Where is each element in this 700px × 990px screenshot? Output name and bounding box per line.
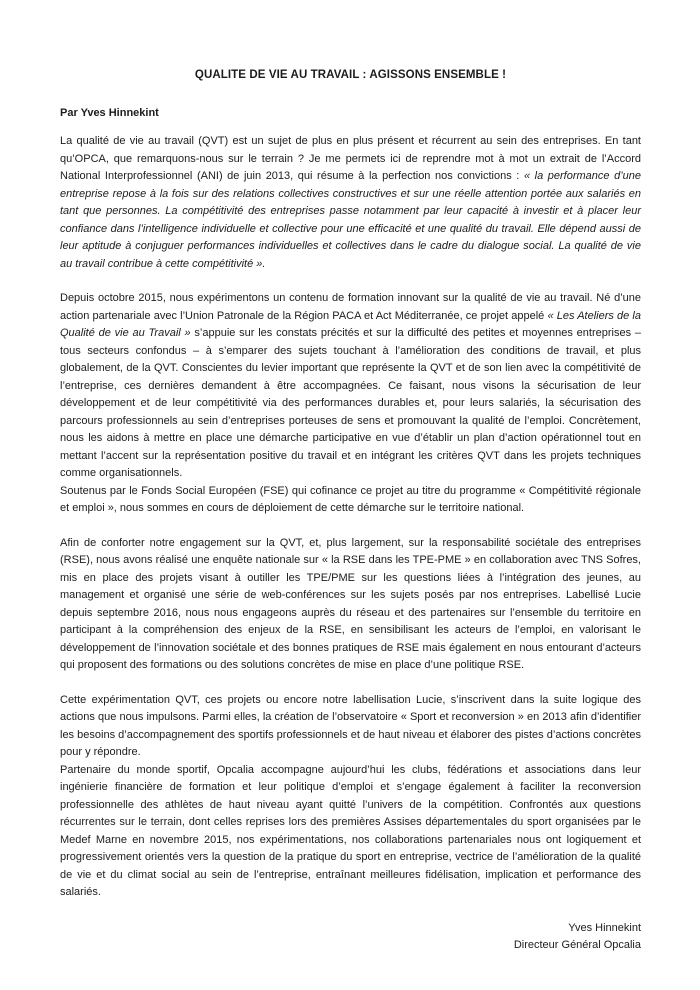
quoted-italic-text: « Les Ateliers de la Qualité de vie au Travail » [60, 309, 641, 339]
byline: Par Yves Hinnekint [60, 106, 159, 119]
body-text: s’appuie sur les constats précités et sur la difficulté des petites et moyennes entreprises – tous secteurs confondus – à s’emparer des sujets touchant à l’amélioration des conditions de travail, et plus globalement, de la QVT. Conscientes du levier important que représente la QVT et de son lien avec la compétitivité de l’entreprise, ces dernières demandent à être accompagnées. Ce faisant, nous visons la sécurisation de leur développement et de leur compétitivité via des performances durables et, pour leurs salariés, la sécurisation des parcours professionnels au sein d’entreprises porteuses de sens et promouvant la qualité de l’emploi. Concrètement, nous les aidons à mettre en place une démarche participative en vue d’établir un plan d’action opérationnel tout en mettant l’accent sur la représentation positive du travail et en intégrant les critères QVT dans les projets techniques comme organisationnels. Soutenus par le Fonds Social Européen (FSE) qui cofinance ce projet au titre du programme « Compétitivité régionale et emploi », nous sommes en cours de déploiement de cette démarche sur le territoire national. [60, 327, 641, 514]
document-body [60, 133, 641, 902]
quoted-italic-text: « la performance d’une entreprise repose à la fois sur des relations collectives constructives et sur une réelle attention portée aux salariés en tant que personnes. La compétitivité des entreprises passe notamment par leur capacité à investir et à placer leur confiance dans l’intelligence individuelle et collective pour une efficacité et une qualité du travail. Elle dépend aussi de leur aptitude à conjuguer performances individuelles et collectives dans le cadre du dialogue social. La qualité de vie au travail contribue à cette compétitivité ». [60, 170, 642, 270]
body-text: Afin de conforter notre engagement sur la QVT, et, plus largement, sur la responsabilité sociétale des entreprises (RSE), nous avons réalisé une enquête nationale sur « la RSE dans les TPE-PME » en collaboration avec TNS Sofres, mis en place des projets visant à outiller les TPE/PME sur les questions liées à l’intégration des jeunes, au management et organisé une série de web-conférences sur les sujets posés par nos entreprises. Labellisé Lucie depuis septembre 2016, nous nous engageons auprès du réseau et des partenaires sur l’ensemble du territoire en participant à la compréhension des enjeux de la RSE, en sensibilisant les acteurs de l’emploi, en valorisant le développement de l’innovation sociétale et des bonnes pratiques de RSE mais également en nous entourant d’acteurs qui proposent des formations ou des solutions concrètes de mise en place d’une politique RSE. [60, 536, 641, 671]
paragraph [60, 692, 641, 902]
signature-name: Yves Hinnekint [568, 921, 641, 934]
paragraph [60, 535, 641, 675]
signature-title: Directeur Général Opcalia [513, 939, 641, 951]
paragraph [60, 290, 641, 518]
paragraph [60, 133, 641, 273]
signature-block [60, 920, 641, 955]
body-text: La qualité de vie au travail (QVT) est un sujet de plus en plus présent et récurrent au sein des entreprises. En tant qu’OPCA, que remarquons-nous sur le terrain ? Je me permets ici de reprendre mot à mot un extrait de l’Accord National Interprofessionnel (ANI) de juin 2013, qui résume à la perfection nos convictions : [60, 135, 641, 182]
page-title: QUALITE DE VIE AU TRAVAIL : AGISSONS ENSEMBLE ! [194, 69, 507, 81]
body-text: Depuis octobre 2015, nous expérimentons un contenu de formation innovant sur la qualité de vie au travail. Né d’une action partenariale avec l’Union Patronale de la Région PACA et Act Méditerranée, ce projet appelé [60, 292, 641, 322]
body-text: Cette expérimentation QVT, ces projets ou encore notre labellisation Lucie, s’inscrivent dans la suite logique des actions que nous impulsons. Parmi elles, la création de l’observatoire « Sport et reconversion » en 2013 afin d’identifier les besoins d’accompagnement des sportifs professionnels et de haut niveau et élaborer des pistes d’actions concrètes pour y répondre. Partenaire du monde sportif, Opcalia accompagne aujourd’hui les clubs, fédérations et associations dans leur ingénierie financière de formation et leur politique d’emploi et s’engage également à faciliter la reconversion professionnelle des athlètes de haut niveau ayant quitté l’univers de la compétition. Confrontés aux questions récurrentes sur le terrain, dont celles reprises lors des premières Assises départementales du sport organisées par le Medef Marne en novembre 2015, nos expérimentations, nos collaborations partenariales nous ont logiquement et progressivement orientés vers la question de la pratique du sport en entreprise, vectrice de l’amélioration de la qualité de vie et du climat social au sein de l’entreprise, entraînant meilleures fidélisation, implication et performance des salariés. [60, 693, 641, 898]
